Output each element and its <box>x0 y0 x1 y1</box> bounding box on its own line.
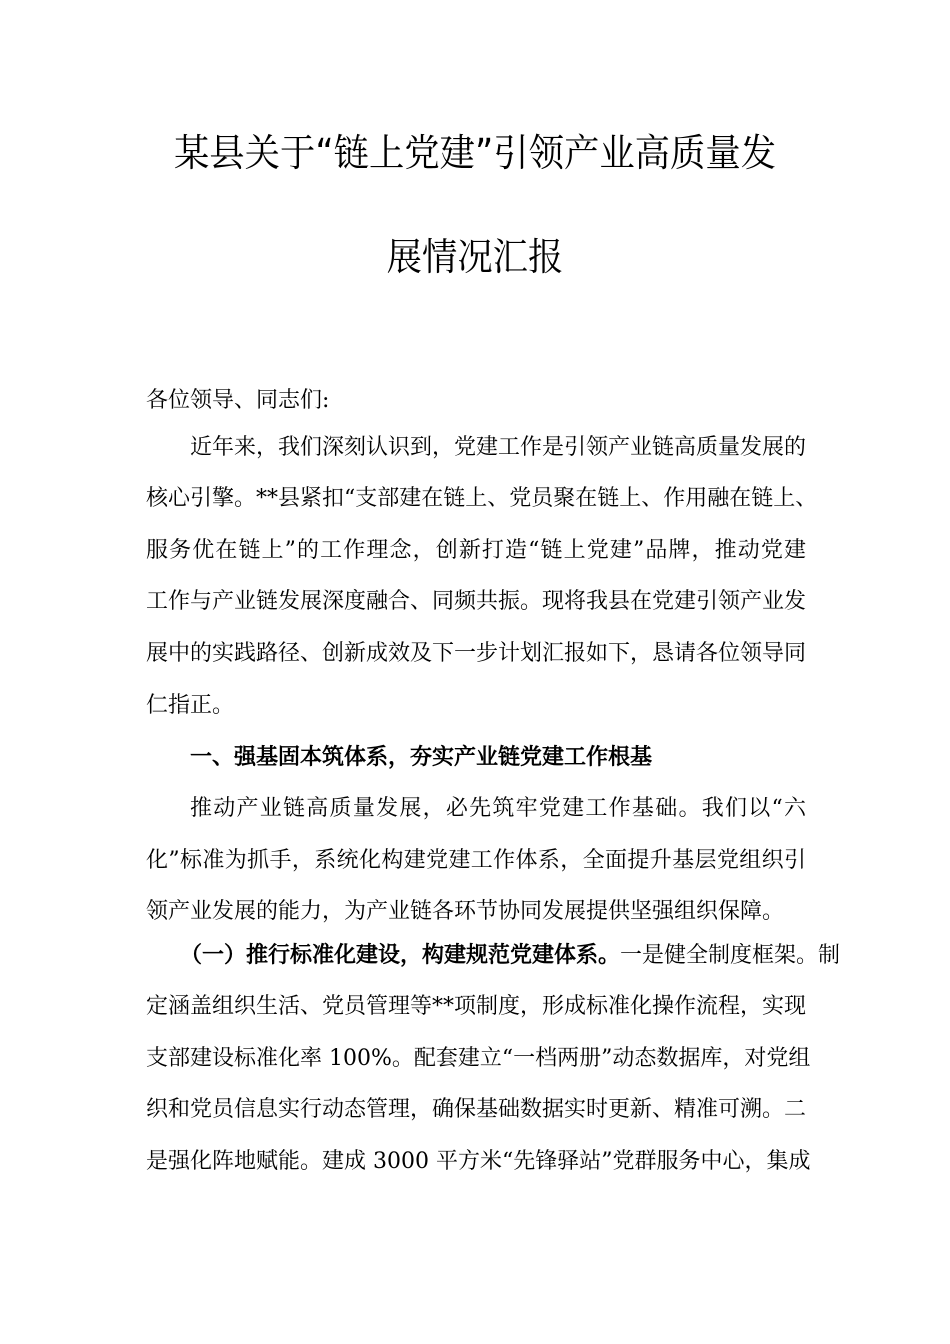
paragraph-line <box>180 940 841 970</box>
paragraph-text: 一是健全制度框架。制 <box>620 943 841 968</box>
paragraph-line: 推动产业链高质量发展，必先筑牢党建工作基础。我们以“六 <box>190 796 806 821</box>
paragraph-line: 工作与产业链发展深度融合、同频共振。现将我县在党建引领产业发 <box>146 589 807 614</box>
paragraph-line: 服务优在链上”的工作理念，创新打造“链上党建”品牌，推动党建 <box>146 538 806 563</box>
salutation: 各位领导、同志们: <box>146 388 330 413</box>
paragraph-line: 近年来，我们深刻认识到，党建工作是引领产业链高质量发展的 <box>190 435 807 460</box>
document-title-line-2: 展情况汇报 <box>386 235 564 279</box>
paragraph-line: 展中的实践路径、创新成效及下一步计划汇报如下，恳请各位领导同 <box>146 641 807 666</box>
paragraph-line: 支部建设标准化率 100%。配套建立“一档两册”动态数据库，对党组 <box>146 1046 811 1071</box>
paragraph-line: 定涵盖组织生活、党员管理等**项制度，形成标准化操作流程，实现 <box>146 994 807 1019</box>
document-title-line-1: 某县关于“链上党建”引领产业高质量发 <box>173 131 777 175</box>
paragraph-line: 是强化阵地赋能。建成 3000 平方米“先锋驿站”党群服务中心，集成 <box>146 1149 811 1174</box>
subsection-heading: （一）推行标准化建设，构建规范党建体系。 <box>180 942 621 968</box>
paragraph-line: 领产业发展的能力，为产业链各环节协同发展提供坚强组织保障。 <box>146 899 785 924</box>
paragraph-line: 核心引擎。**县紧扣“支部建在链上、党员聚在链上、作用融在链上、 <box>146 486 818 511</box>
paragraph-line: 织和党员信息实行动态管理，确保基础数据实时更新、精准可溯。二 <box>146 1097 807 1122</box>
section-heading: 一、强基固本筑体系，夯实产业链党建工作根基 <box>190 745 653 770</box>
paragraph-line: 仁指正。 <box>146 693 235 718</box>
paragraph-line: 化”标准为抓手，系统化构建党建工作体系，全面提升基层党组织引 <box>146 848 806 873</box>
